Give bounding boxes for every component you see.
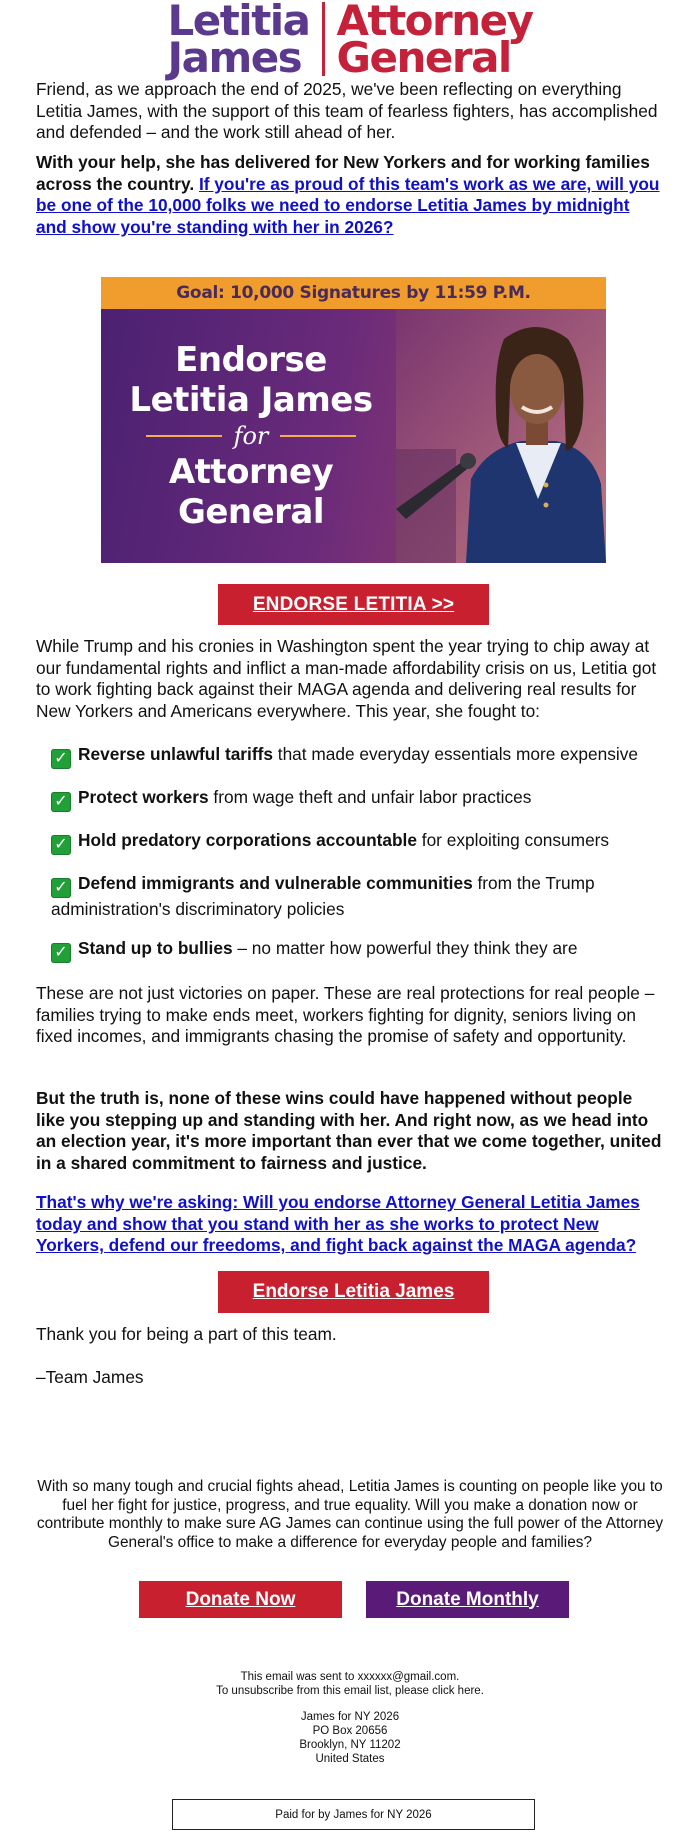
banner-for-row xyxy=(146,422,357,450)
intro-paragraph: Friend, as we approach the end of 2025, we've been reflecting on everything Letitia James, with the support of this team of fearless fighters, has accomplished and defended – and the work still ahead of her. xyxy=(36,79,658,143)
banner-rule-right xyxy=(280,435,356,437)
check-mark-icon: ✓ xyxy=(51,835,71,855)
bold-lead-paragraph xyxy=(36,152,664,238)
endorse-letitia-james-button[interactable]: Endorse Letitia James xyxy=(218,1271,489,1313)
checklist-item-tariffs xyxy=(51,743,679,769)
checklist-bold: Defend immigrants and vulnerable communities xyxy=(78,873,473,893)
check-mark-icon: ✓ xyxy=(51,749,71,769)
logo-title-top: Attorney xyxy=(336,0,533,45)
endorse-ask-link[interactable]: That's why we're asking: Will you endorse Attorney General Letitia James today and show that you stand with her as she works to protect New Yorkers, defend our freedoms, and fight back against the MAGA agenda? xyxy=(36,1192,640,1256)
banner-for-text: for xyxy=(233,422,269,450)
banner-line-general: General xyxy=(177,492,325,532)
bold-lead-text: With your help, she has delivered for New Yorkers and for working families across the country. xyxy=(36,152,650,194)
victories-paragraph: These are not just victories on paper. These are real protections for real people – families trying to make ends meet, workers fighting for dignity, seniors living on fixed incomes, and immigrants chasing the promise of safety and opportunity. xyxy=(36,983,655,1047)
checklist-bold: Protect workers xyxy=(78,787,209,807)
checklist-text: – no matter how powerful they think they are xyxy=(232,938,578,958)
checklist-bold: Stand up to bullies xyxy=(78,938,233,958)
checklist-bold: Hold predatory corporations accountable xyxy=(78,830,417,850)
signoff-text: –Team James xyxy=(36,1367,144,1387)
checklist-text: from the Trump administration's discriminatory policies xyxy=(51,873,595,919)
logo-divider xyxy=(322,2,325,76)
banner-line-endorse: Endorse xyxy=(175,340,327,380)
check-mark-icon: ✓ xyxy=(51,943,71,963)
check-mark-icon: ✓ xyxy=(51,878,71,898)
donation-appeal: With so many tough and crucial fights ahead, Letitia James is counting on people like you to fuel her fight for justice, progress, and true equality. Will you make a donation now or contribute monthly to make sure AG James can continue using the full power of the Attorney General's office to make a difference for everyday people and families? xyxy=(36,1478,664,1551)
checklist-item-workers xyxy=(51,786,679,812)
portrait-button-1 xyxy=(544,483,549,488)
endorse-banner-image[interactable] xyxy=(101,277,606,563)
endorse-question-link[interactable]: If you're as proud of this team's work as we are, will you be one of the 10,000 folks we need to endorse Letitia James by midnight and show you're standing with her in 2026? xyxy=(36,173,660,237)
address-po-box: PO Box 20656 xyxy=(312,1725,388,1737)
portrait-button-2 xyxy=(544,503,549,508)
logo-first-name: Letitia xyxy=(167,0,310,45)
thanks-text: Thank you for being a part of this team. xyxy=(36,1324,337,1344)
checklist-text: for exploiting consumers xyxy=(416,830,610,850)
address-name: James for NY 2026 xyxy=(300,1711,400,1723)
banner-rule-left xyxy=(146,435,222,437)
banner-headline xyxy=(101,309,401,563)
candidate-portrait xyxy=(396,309,606,563)
logo-name-block xyxy=(167,0,310,82)
check-mark-icon: ✓ xyxy=(51,792,71,812)
endorse-letitia-button[interactable]: ENDORSE LETITIA >> xyxy=(218,584,489,625)
sent-to-notice: This email was sent to xxxxxx@gmail.com. xyxy=(240,1671,460,1683)
body-paragraph: While Trump and his cronies in Washington spent the year trying to chip away at our fundamental rights and inflict a man-made affordability crisis on us, Letitia got to work fighting back against their MAGA agenda and delivering real results for New Yorkers and Americans everywhere. This year, she fought to: xyxy=(36,636,657,721)
checklist-bold: Reverse unlawful tariffs xyxy=(78,744,273,764)
address-country: United States xyxy=(315,1753,385,1765)
signature-goal-bar: Goal: 10,000 Signatures by 11:59 P.M. xyxy=(101,277,606,309)
checklist-text: from wage theft and unfair labor practices xyxy=(208,787,532,807)
banner-body xyxy=(101,309,606,563)
paid-for-disclaimer: Paid for by James for NY 2026 xyxy=(172,1799,535,1830)
checklist-text: that made everyday essentials more expensive xyxy=(272,744,638,764)
address-city: Brooklyn, NY 11202 xyxy=(299,1739,401,1751)
donate-now-button[interactable]: Donate Now xyxy=(139,1581,342,1618)
banner-line-name: Letitia James xyxy=(129,380,373,420)
ask-paragraph xyxy=(36,1192,664,1257)
banner-line-attorney: Attorney xyxy=(168,452,334,492)
checklist-item-bullies xyxy=(51,937,679,963)
logo-last-name: James xyxy=(167,33,302,82)
unsubscribe-link[interactable]: To unsubscribe from this email list, please click here. xyxy=(216,1685,484,1697)
truth-paragraph: But the truth is, none of these wins could have happened without people like you stepping up and standing with her. And right now, as we head into an election year, it's more important than ever that we come together, united in a shared commitment to fairness and justice. xyxy=(36,1088,662,1173)
campaign-logo[interactable] xyxy=(0,0,700,82)
checklist-item-immigrants xyxy=(51,872,651,920)
portrait-mic-head xyxy=(460,453,476,469)
logo-title-bottom: General xyxy=(336,33,511,82)
donate-monthly-button[interactable]: Donate Monthly xyxy=(366,1581,569,1618)
logo-title-block xyxy=(336,0,533,82)
checklist-item-corporations xyxy=(51,829,679,855)
